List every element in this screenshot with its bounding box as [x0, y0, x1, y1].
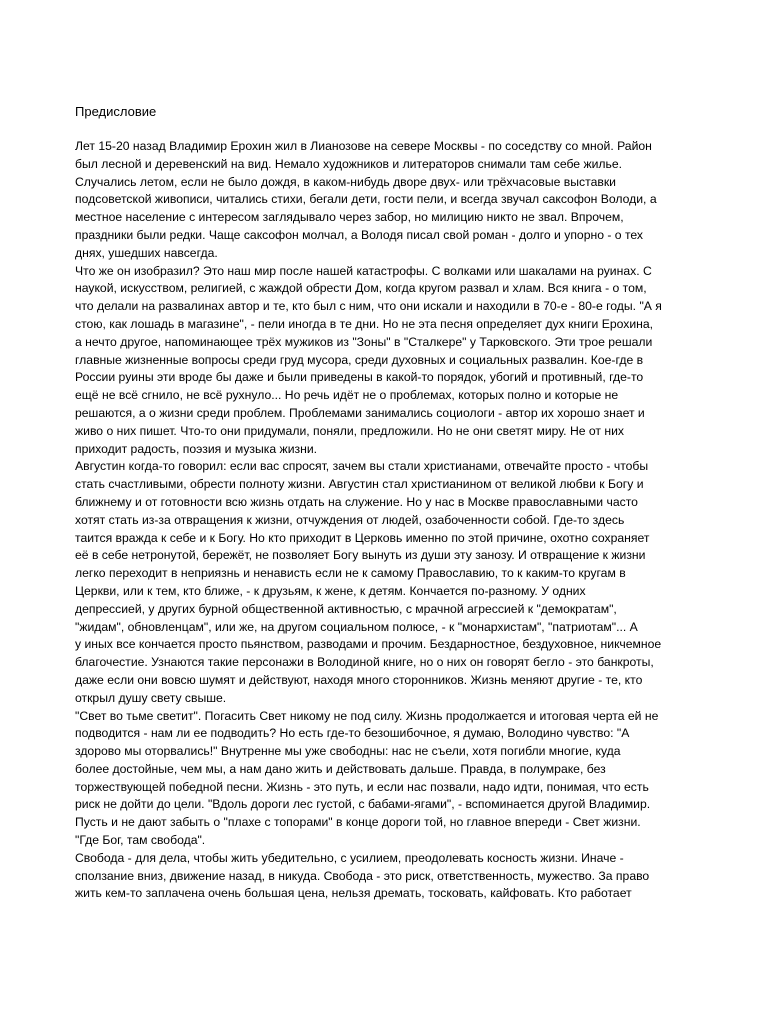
- text-line: был лесной и деревенский на вид. Немало художников и литераторов снимали там себе жилье.: [75, 156, 623, 171]
- text-line: России руины эти вроде бы даже и были приведены в какой-то порядок, убогий и противный, где-то: [75, 370, 644, 385]
- text-line: Церкви, или к тем, кто ближе, - к друзьям, к жене, к детям. Кончается по-разному. У одних: [75, 583, 586, 598]
- text-line: стою, как лошадь в магазине", - пели иногда в те дни. Но не эта песня определяет дух книги Ерохина,: [75, 316, 654, 331]
- text-line: таится вражда к себе и к Богу. Но кто приходит в Церковь именно по этой причине, охотно сохраняет: [75, 530, 650, 545]
- text-line: её в себе нетронутой, бережёт, не позволяет Богу вынуть из души эту занозу. И отвращение к жизни: [75, 548, 646, 563]
- text-line: сползание вниз, движение назад, в никуда. Свобода - это риск, ответственность, мужество. За право: [75, 868, 650, 883]
- text-line: депрессией, у других бурной общественной активностью, с мрачной агрессией к "демократам",: [75, 601, 617, 616]
- text-line: приходит радость, поэзия и музыка жизни.: [75, 441, 318, 456]
- text-line: торжествующей победной песни. Жизнь - это путь, и если нас позвали, надо идти, понимая, что есть: [75, 779, 649, 794]
- document-title: Предисловие: [75, 104, 157, 119]
- text-line: благочестие. Узнаются такие персонажи в Володиной книге, но о них он говорят бегло - это банкроты,: [75, 655, 654, 670]
- text-line: что делали на развалинах автор и те, кто был с ним, что они искали и находили в 70-е - 80-е годы. "А я: [75, 299, 662, 314]
- text-line: а нечто другое, напоминающее трёх мужиков из "Зоны" в "Сталкере" у Тарковского. Эти трое решали: [75, 334, 653, 349]
- text-line: "жидам", обновленцам", или же, на другом социальном полюсе, - к "монархистам", "патриотам"... А: [75, 619, 638, 634]
- text-line: Пусть и не дают забыть о "плахе с топорами" в конце дороги той, но главное впереди - Свет жизни.: [75, 815, 641, 830]
- text-line: здорово мы оторвались!" Внутренне мы уже свободны: нас не съели, хотя погибли многие, куда: [75, 744, 621, 759]
- text-line: у иных все кончается просто пьянством, разводами и прочим. Бездарностное, бездуховное, никчемное: [75, 637, 662, 652]
- text-line: более достойные, чем мы, а нам дано жить и действовать дальше. Правда, в полумраке, без: [75, 761, 606, 776]
- text-line: главные жизненные вопросы среди груд мусора, среди духовных и социальных развалин. Кое-где в: [75, 352, 644, 367]
- text-line: "Свет во тьме светит". Погасить Свет никому не под силу. Жизнь продолжается и итоговая черта ей не: [75, 708, 659, 723]
- text-line: местное население с интересом заглядывало через забор, но милицию никто не звал. Впрочем,: [75, 210, 624, 225]
- text-line: живо о них пишет. Что-то они придумали, поняли, предложили. Но не они светят миру. Не от них: [75, 423, 625, 438]
- text-line: праздники были редки. Чаще саксофон молчал, а Володя писал свой роман - долго и упорно - о тех: [75, 227, 644, 242]
- text-line: Лет 15-20 назад Владимир Ерохин жил в Лианозове на севере Москвы - по соседству со мной. Район: [75, 139, 652, 153]
- text-line: хотят стать из-за отвращения к жизни, отчуждения от людей, озабоченности собой. Где-то здесь: [75, 512, 625, 527]
- text-line: ещё не всё сгнило, не всё рухнуло... Но речь идёт не о проблемах, которых полно и которые не: [75, 388, 619, 403]
- text-line: Что же он изобразил? Это наш мир после нашей катастрофы. С волками или шакалами на руинах. С: [75, 263, 652, 278]
- text-line: легко переходит в неприязнь и ненависть если не к самому Православию, то к каким-то кругам в: [75, 566, 626, 581]
- text-line: днях, ушедших навсегда.: [75, 245, 218, 260]
- text-line: Свобода - для дела, чтобы жить убедительно, с усилием, преодолевать косность жизни. Иначе -: [75, 850, 624, 865]
- document-body: [75, 138, 715, 903]
- text-line: стать счастливыми, обрести полноту жизни. Августин стал христианином от великой любви к Богу и: [75, 477, 644, 492]
- text-line: подводится - нам ли ее подводить? Но есть где-то безошибочное, я думаю, Володино чувство: "А: [75, 726, 630, 741]
- text-line: "Где Бог, там свобода".: [75, 833, 206, 848]
- text-line: открыл душу свету свыше.: [75, 690, 227, 705]
- text-line: Августин когда-то говорил: если вас спросят, зачем вы стали христианами, отвечайте просто - чтобы: [75, 459, 649, 474]
- text-line: решаются, а о жизни среди проблем. Проблемами занимались социологи - автор их хорошо знает и: [75, 405, 645, 420]
- text-line: жить кем-то заплачена очень большая цена, нельзя дремать, тосковать, кайфовать. Кто работает: [75, 886, 632, 901]
- text-line: подсоветской живописи, читались стихи, бегали дети, гости пели, и всегда звучал саксофон Володи, а: [75, 192, 657, 207]
- text-line: ближнему и от готовности всю жизнь отдать на служение. Но у нас в Москве православными часто: [75, 494, 638, 509]
- text-line: даже если они вовсю шумят и действуют, находя много сторонников. Жизнь меняют другие - те, кто: [75, 672, 643, 687]
- text-line: риск не дойти до цели. "Вдоль дороги лес густой, с бабами-ягами", - вспоминается другой Владимир.: [75, 797, 651, 812]
- text-line: наукой, искусством, религией, с жаждой обрести Дом, когда кругом развал и хлам. Вся книга - о том,: [75, 281, 647, 296]
- text-line: Случались летом, если не было дождя, в каком-нибудь дворе двух- или трёхчасовые выставки: [75, 174, 616, 189]
